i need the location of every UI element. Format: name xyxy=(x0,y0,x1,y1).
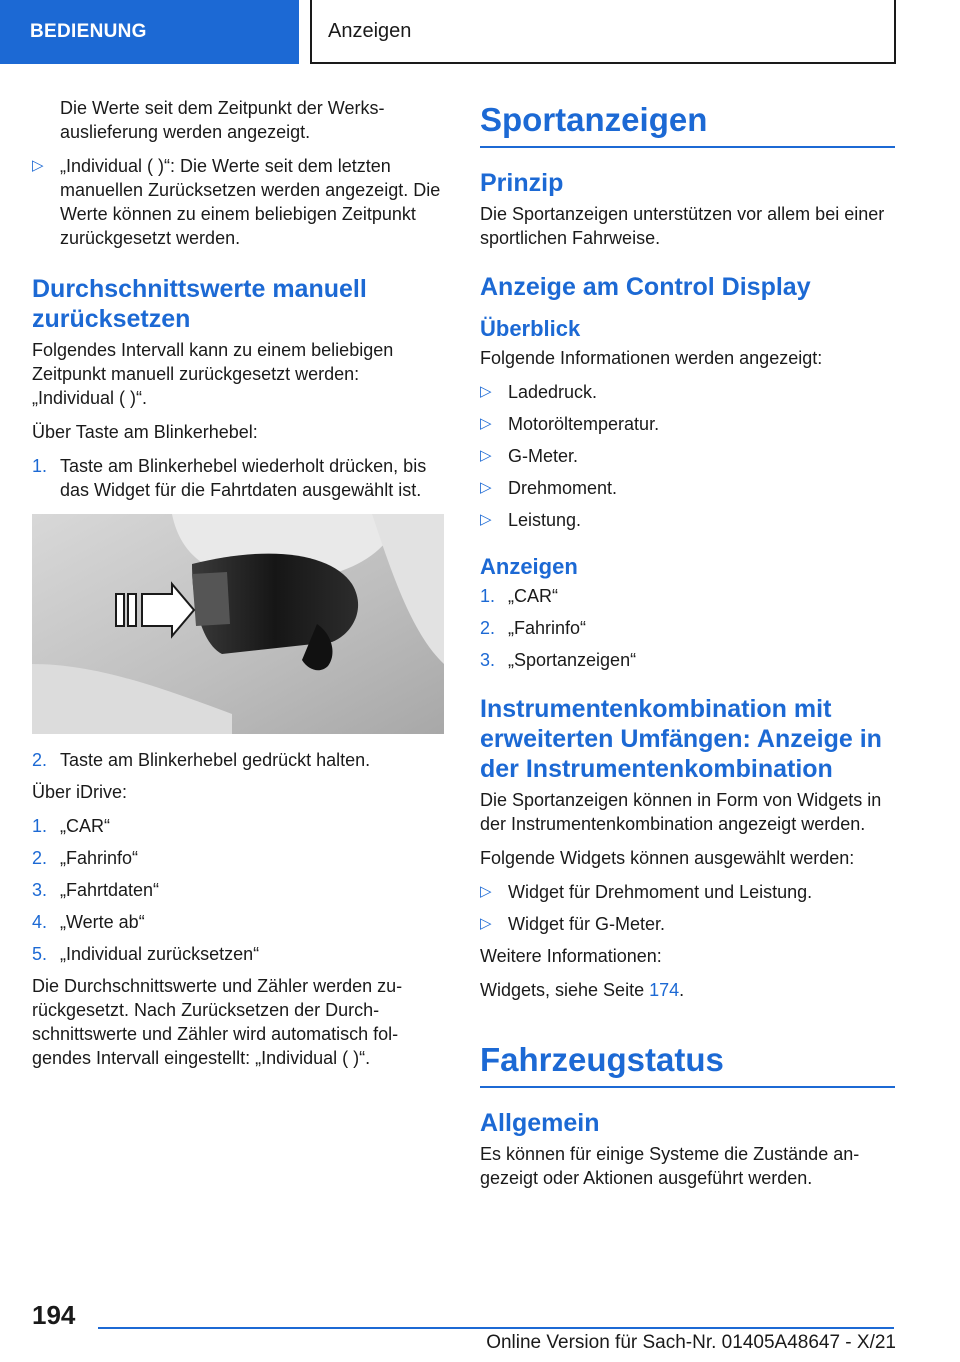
footer-version-text: Online Version für Sach-Nr. 01405A48647 - X/21 xyxy=(486,1332,896,1353)
triangle-bullet-icon: ▷ xyxy=(480,915,492,932)
paragraph: Die Durchschnittswerte und Zähler werden zurückgesetzt. Nach Zurücksetzen der Durchschnittswerte und Zähler wird automatisch folgendes Intervall eingestellt: „Individual ( )“. xyxy=(32,976,403,1068)
list-item-text: Motoröltemperatur. xyxy=(508,414,660,434)
step-number: 3. xyxy=(32,880,48,900)
paragraph: Über iDrive: xyxy=(32,782,128,802)
footer-rule xyxy=(98,1327,894,1329)
step-number: 2. xyxy=(32,848,48,868)
step-number: 1. xyxy=(32,816,48,836)
list-item xyxy=(480,444,895,468)
paragraph: Die Sportanzeigen unterstützen vor allem bei einer sportlichen Fahrweise. xyxy=(480,204,885,248)
paragraph: Die Sportanzeigen können in Form von Widgets in der Instrumentenkombination angezeigt werden. xyxy=(480,790,882,834)
list-item-text: Ladedruck. xyxy=(508,382,598,402)
list-item xyxy=(480,476,895,500)
step-number: 2. xyxy=(32,750,48,770)
triangle-bullet-icon: ▷ xyxy=(32,157,44,174)
chapter-heading: Fahrzeugstatus xyxy=(480,1040,895,1088)
list-item-text: G-Meter. xyxy=(508,446,579,466)
bullet-list xyxy=(32,154,444,250)
paragraph: Folgende Informationen werden angezeigt: xyxy=(480,348,823,368)
list-item xyxy=(32,846,444,870)
triangle-bullet-icon: ▷ xyxy=(480,511,492,528)
list-item xyxy=(480,380,895,404)
section-heading: Durchschnittswerte manuell zurücksetzen xyxy=(32,275,367,333)
step-number: 1. xyxy=(32,456,48,476)
list-item-text: Drehmoment. xyxy=(508,478,618,498)
paragraph: Weitere Informationen: xyxy=(480,946,662,966)
paragraph: Es können für einige Systeme die Zustände angezeigt oder Aktionen ausgeführt werden. xyxy=(480,1144,860,1188)
step-number: 5. xyxy=(32,944,48,964)
list-item-text: „Fahrinfo“ xyxy=(508,618,587,638)
list-item xyxy=(480,584,895,608)
chapter-title: Anzeigen xyxy=(328,19,412,42)
list-item-text: Widget für G-Meter. xyxy=(508,914,666,934)
chapter-header xyxy=(310,0,896,64)
list-item xyxy=(480,648,895,672)
triangle-bullet-icon: ▷ xyxy=(480,883,492,900)
paragraph: Folgendes Intervall kann zu einem beliebigen Zeitpunkt manuell zurückgesetzt werden: „Individual ( )“. xyxy=(32,340,394,408)
triangle-bullet-icon: ▷ xyxy=(480,447,492,464)
step-number: 2. xyxy=(480,618,496,638)
list-item xyxy=(32,878,444,902)
paragraph: Folgende Widgets können ausgewählt werden: xyxy=(480,848,855,868)
section-title: BEDIENUNG xyxy=(30,21,147,42)
list-item-text: Taste am Blinkerhebel wiederholt drücken, bis das Widget für die Fahrtdaten ausgewählt ist. xyxy=(60,456,427,500)
widget-list xyxy=(480,880,895,936)
list-item xyxy=(480,616,895,640)
list-item-text: Taste am Blinkerhebel gedrückt halten. xyxy=(60,750,371,770)
paragraph: Die Werte seit dem Zeitpunkt der Werksauslieferung werden angezeigt. xyxy=(60,98,385,142)
list-item xyxy=(32,454,444,502)
list-item xyxy=(32,942,444,966)
page-reference-link[interactable]: 174 xyxy=(649,980,680,1000)
list-item xyxy=(480,508,895,532)
list-item xyxy=(480,412,895,436)
list-item xyxy=(480,880,895,904)
steps-list xyxy=(32,454,444,502)
list-item xyxy=(32,814,444,838)
section-tab xyxy=(0,0,299,64)
lever-illustration-svg xyxy=(32,514,444,734)
triangle-bullet-icon: ▷ xyxy=(480,479,492,496)
list-item-text: „Werte ab“ xyxy=(60,912,145,932)
triangle-bullet-icon: ▷ xyxy=(480,383,492,400)
subsection-heading: Überblick xyxy=(480,316,581,341)
chapter-heading: Sportanzeigen xyxy=(480,100,895,148)
step-number: 1. xyxy=(480,586,496,606)
list-item-text: „CAR“ xyxy=(60,816,110,836)
section-heading: Prinzip xyxy=(480,169,564,197)
right-column xyxy=(480,100,895,1200)
page-number: 194 xyxy=(32,1300,76,1330)
paragraph: Über Taste am Blinkerhebel: xyxy=(32,422,258,442)
info-list xyxy=(480,380,895,532)
list-item-text: „CAR“ xyxy=(508,586,558,606)
triangle-bullet-icon: ▷ xyxy=(480,415,492,432)
list-item-text: „Individual ( )“: Die Werte seit dem letzten manuellen Zurücksetzen werden angezeigt. Die Werte können zu einem beliebigen Zeitpunkt zurückgesetzt werden. xyxy=(60,156,441,248)
step-number: 3. xyxy=(480,650,496,670)
list-item-text: „Individual zurücksetzen“ xyxy=(60,944,260,964)
section-heading: Anzeige am Control Display xyxy=(480,273,811,301)
idrive-steps-list xyxy=(32,814,444,966)
list-item xyxy=(32,154,444,250)
list-item xyxy=(480,912,895,936)
section-heading: Instrumentenkombination mit erweiterten Umfängen: Anzeige in der Instrumentenkombination xyxy=(480,695,882,783)
period: . xyxy=(679,980,685,1000)
list-item xyxy=(32,748,444,772)
step-number: 4. xyxy=(32,912,48,932)
list-item-text: Leistung. xyxy=(508,510,582,530)
list-item-text: „Fahrinfo“ xyxy=(60,848,139,868)
cross-reference-text: Widgets, siehe Seite xyxy=(480,980,650,1000)
section-heading: Allgemein xyxy=(480,1109,600,1137)
list-item xyxy=(32,910,444,934)
list-item-text: „Fahrtdaten“ xyxy=(60,880,160,900)
list-item-text: Widget für Drehmoment und Leistung. xyxy=(508,882,813,902)
subsection-heading: Anzeigen xyxy=(480,554,578,579)
steps-list xyxy=(480,584,895,672)
left-column xyxy=(32,96,444,1080)
turn-signal-lever-illustration xyxy=(32,514,444,734)
steps-list xyxy=(32,748,444,772)
list-item-text: „Sportanzeigen“ xyxy=(508,650,637,670)
paragraph xyxy=(480,978,895,1002)
